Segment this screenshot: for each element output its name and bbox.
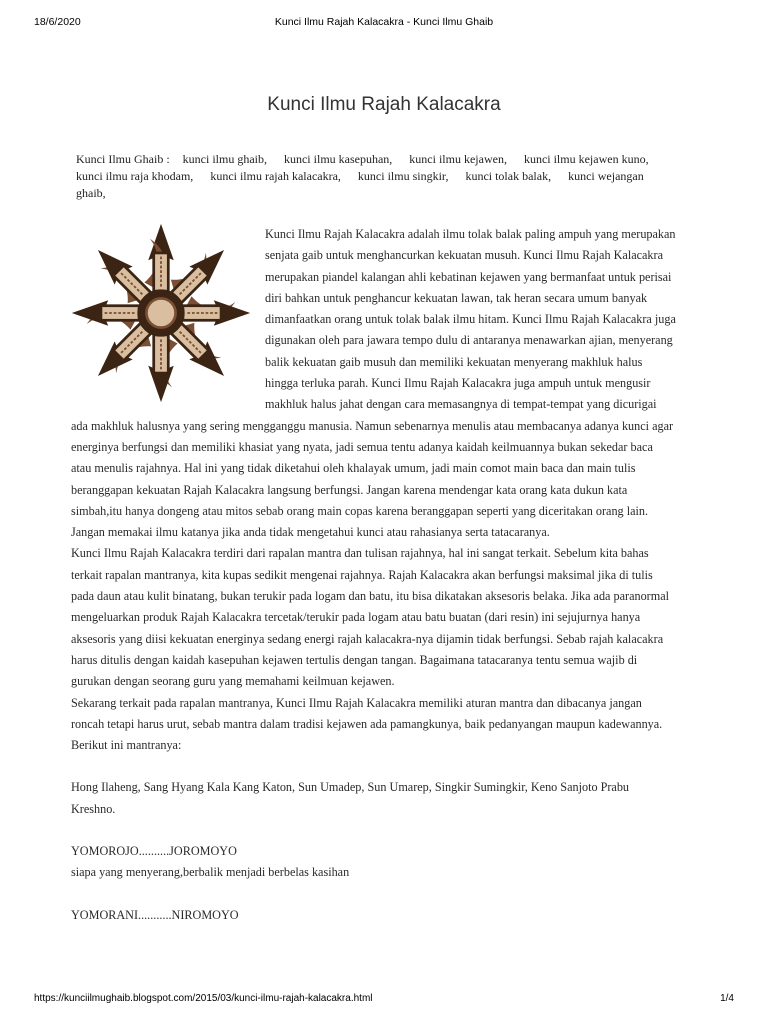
print-page-title: Kunci Ilmu Rajah Kalacakra - Kunci Ilmu Ghaib: [274, 16, 494, 28]
label-link[interactable]: kunci ilmu kejawen,: [409, 152, 507, 166]
label-link[interactable]: kunci ilmu ghaib,: [182, 152, 267, 166]
print-date: 18/6/2020: [34, 16, 81, 28]
mantra-intro: Hong Ilaheng, Sang Hyang Kala Kang Katon, Sun Umadep, Sun Umarep, Singkir Sumingkir, Keno Sanjoto Prabu Kreshno.: [71, 780, 630, 816]
print-url: https://kunciilmughaib.blogspot.com/2015/03/kunci-ilmu-rajah-kalacakra.html: [34, 993, 373, 1004]
paragraph: Kunci Ilmu Rajah Kalacakra adalah ilmu tolak balak paling ampuh yang merupakan senjata gaib untuk menghancurkan kekuatan musuh. Kunci Ilmu Rajah Kalacakra merupakan piandel kalangan ahli kebatinan kejawen yang bermanfaat untuk perisai diri bahkan untuk penghancur kekuatan lawan, tak heran secara umum banyak dimanfaatkan orang untuk tolak balak ilmu hitam. Kunci Ilmu Rajah Kalacakra juga digunakan oleh para jawara tempo dulu di antaranya menawarkan ajian, menyerang balik kekuatan gaib musuh dan memiliki kekuatan menyerang makhluk halus hingga terluka parah. Kunci Ilmu Rajah Kalacakra juga ampuh untuk mengusir makhluk halus jahat dengan cara memasangnya di tempat-tempat yang dicurigai ada makhluk halusnya yang sering mengganggu manusia. Namun sebenarnya menulis atau membacanya adanya kunci agar energinya berfungsi dan memiliki khasiat yang nyata, jadi semua tentu adanya kaidah keilmuannya bukan sekedar baca atau menulis rajahnya. Hal ini yang tidak diketahui oleh khalayak umum, jadi main comot main baca dan main tulis beranggapan kekuatan Rajah Kalacakra langsung berfungsi. Jangan karena mendengar kata orang kata dukun kata simbah,itu hanya dongeng atau mitos sebab orang main copas karena beranggapan seperti yang diceritakan orang lain. Jangan memakai ilmu katanya jika anda tidak mengetahui kunci atau rahasianya serta tatacaranya.: [71, 227, 676, 540]
image-spacer: [71, 224, 265, 410]
label-link[interactable]: kunci wejangan ghaib,: [76, 169, 644, 200]
paragraph: Kunci Ilmu Rajah Kalacakra terdiri dari rapalan mantra dan tulisan rajahnya, hal ini sangat terkait. Sebelum kita bahas terkait rapalan mantranya, kita kupas sedikit mengenai rajahnya. Rajah Kalacakra akan berfungsi maksimal jika di tulis pada daun atau kulit binatang, bukan terukir pada logam dan batu, itu bisa dikatakan aksesoris belaka. Jika ada paranormal mengeluarkan produk Rajah Kalacakra tercetak/terukir pada logam atau batu buatan (dari resin) ini sejujurnya hanya aksesoris yang diisi kekuatan energinya sedang energi rajah kalacakra-nya dijamin tidak berfungsi. Sebab rajah kalacakra harus ditulis dengan kaidah kasepuhan kejawen tertulis dengan tangan. Bagaimana tatacaranya tentu semua wajib di gurukan dengan seorang guru yang memahami keilmuan kejawen.: [71, 546, 670, 689]
label-link[interactable]: kunci ilmu singkir,: [357, 169, 449, 183]
paragraph: Sekarang terkait pada rapalan mantranya, Kunci Ilmu Rajah Kalacakra memiliki aturan mantra dan dibacanya jangan roncah tetapi harus urut, sebab mantra dalam tradisi kejawen ada pamangkunya, baik pedanyangan maupun kadewannya. Berikut ini mantranya:: [71, 695, 663, 753]
print-page-number: 1/4: [720, 993, 734, 1004]
print-header: [0, 12, 768, 28]
mantra-meaning: siapa yang menyerang,berbalik menjadi berbelas kasihan: [71, 865, 350, 880]
label-link[interactable]: kunci ilmu kasepuhan,: [283, 152, 393, 166]
post-title: Kunci Ilmu Rajah Kalacakra: [267, 94, 501, 115]
mantra-line: YOMOROJO..........JOROMOYO: [71, 844, 237, 859]
label-link[interactable]: kunci ilmu kejawen kuno,: [523, 152, 649, 166]
post-labels: [76, 151, 676, 202]
labels-heading: Kunci Ilmu Ghaib :: [76, 152, 170, 166]
post-body: [71, 224, 676, 926]
mantra-line: YOMORANI...........NIROMOYO: [71, 907, 239, 922]
label-link[interactable]: kunci ilmu rajah kalacakra,: [210, 169, 341, 183]
label-link[interactable]: kunci tolak balak,: [465, 169, 552, 183]
label-link[interactable]: kunci ilmu raja khodam,: [76, 169, 194, 183]
